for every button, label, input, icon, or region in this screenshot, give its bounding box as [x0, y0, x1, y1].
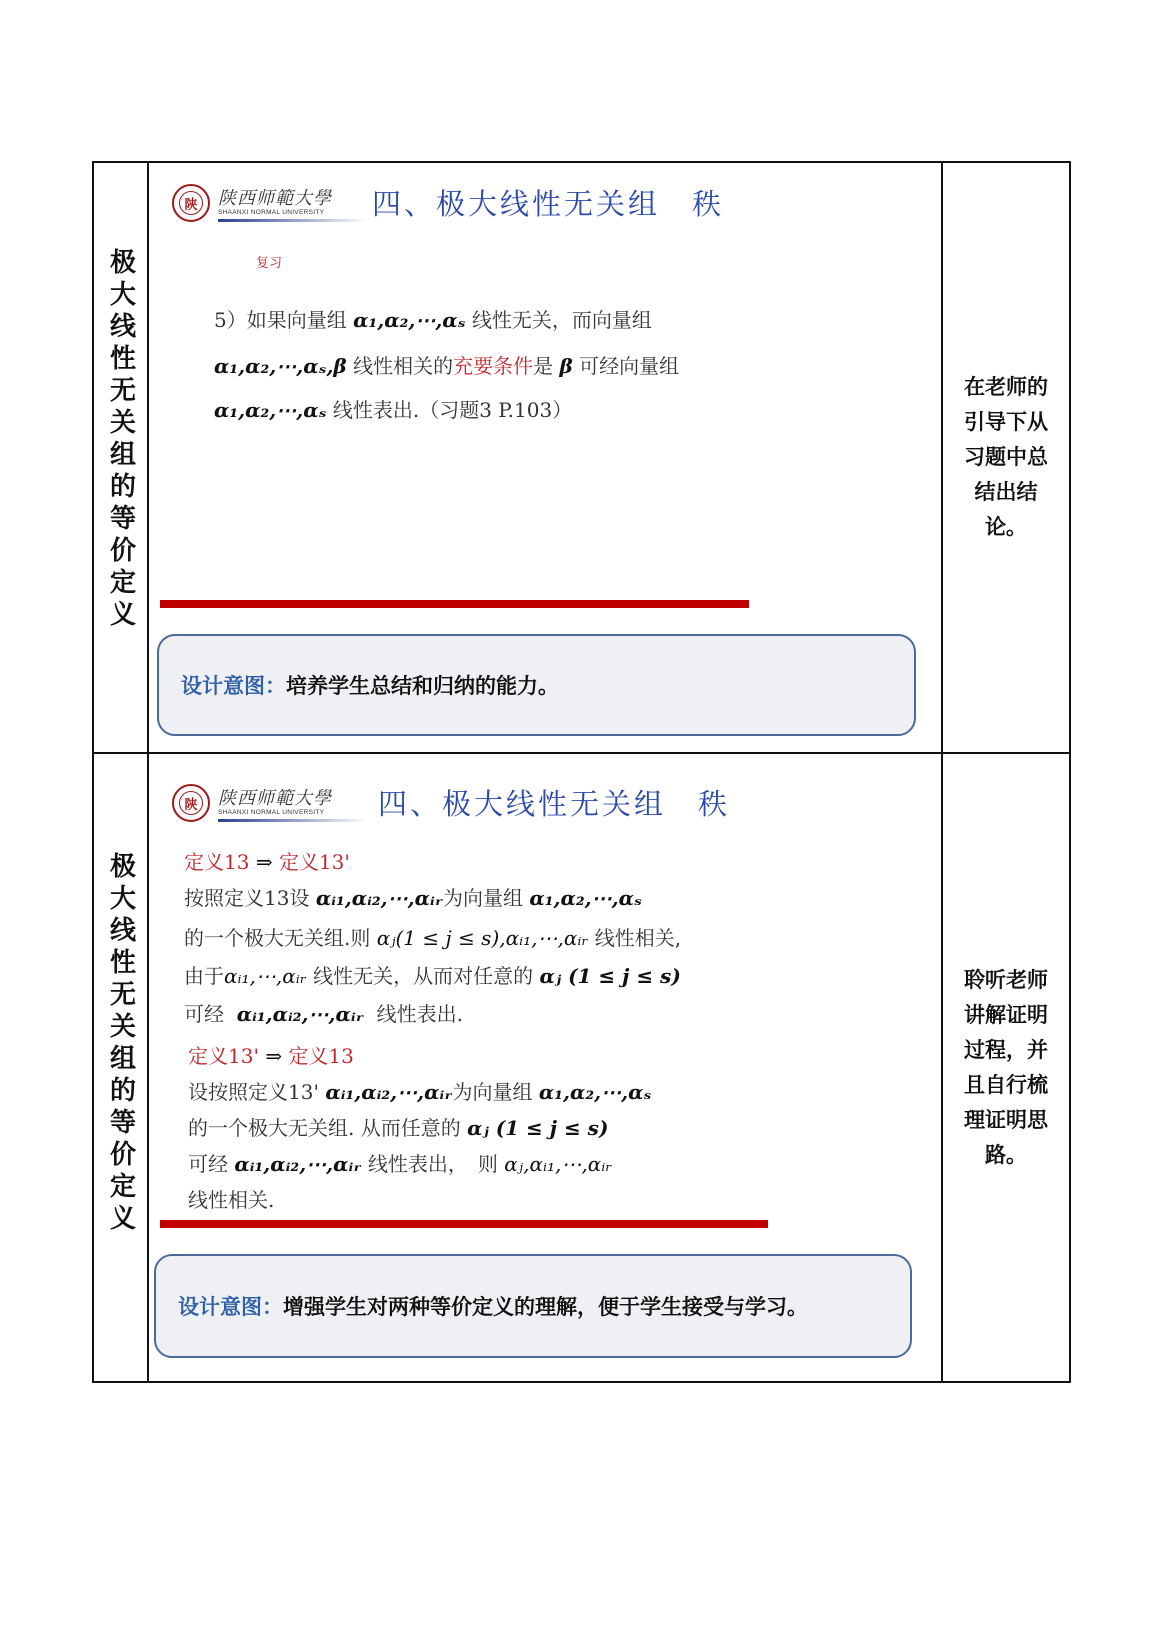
slide-title: 四、极大线性无关组 秩: [378, 787, 731, 821]
table-row-divider: [92, 752, 1071, 754]
slide-title: 四、极大线性无关组 秩: [372, 187, 725, 221]
row-2-note-cell: [943, 754, 1069, 1381]
table-border-bottom: [92, 1381, 1071, 1383]
row-2-topic-cell: [94, 852, 148, 1280]
proof-line-4: 可经 αᵢ₁,αᵢ₂,⋯,αᵢᵣ 线性表出.: [184, 1002, 464, 1026]
header-rule: [218, 219, 368, 222]
design-intent-box: [154, 1254, 912, 1358]
def-direction-2: 定义13' ⇒ 定义13: [188, 1044, 354, 1068]
table-border-top: [92, 161, 1071, 163]
row-1-slide: [152, 170, 940, 748]
university-name-en: SHAANXI NORMAL UNIVERSITY: [218, 809, 325, 816]
item-5-line-2: α₁,α₂,⋯,αₛ,β 线性相关的充要条件是 β 可经向量组: [214, 354, 680, 378]
condition-highlight: 充要条件: [453, 354, 534, 378]
proof-line-6: 的一个极大无关组. 从而任意的 αⱼ (1 ≤ j ≤ s): [188, 1116, 609, 1140]
university-name: 陕西师範大學: [218, 788, 332, 809]
slide-header: [172, 778, 912, 830]
proof-line-1: 按照定义13设 αᵢ₁,αᵢ₂,⋯,αᵢᵣ为向量组 α₁,α₂,⋯,αₛ: [184, 886, 642, 910]
design-intent-text: 增强学生对两种等价定义的理解，便于学生接受与学习。: [283, 1295, 808, 1319]
proof-line-7: 可经 αᵢ₁,αᵢ₂,⋯,αᵢᵣ 线性表出， 则 αⱼ,αᵢ₁,⋯,αᵢᵣ: [188, 1152, 613, 1176]
header-rule: [218, 819, 368, 822]
design-intent-box: [157, 634, 916, 736]
proof-line-5: 设按照定义13' αᵢ₁,αᵢ₂,⋯,αᵢᵣ为向量组 α₁,α₂,⋯,αₛ: [188, 1080, 652, 1104]
review-tag: 复习: [256, 256, 283, 271]
item-5-line-3: α₁,α₂,⋯,αₛ 线性表出.（习题3 P.103）: [214, 398, 573, 422]
table-border-right: [1069, 161, 1071, 1383]
row-1-topic-cell: [94, 248, 148, 668]
row-1-topic: 极大线性无关组的等价定义: [105, 248, 136, 632]
design-intent-label: 设计意图：: [181, 674, 286, 698]
proof-line-3: 由于αᵢ₁,⋯,αᵢᵣ 线性无关，从而对任意的 αⱼ (1 ≤ j ≤ s): [184, 964, 681, 988]
university-seal-icon: 陕: [172, 784, 210, 822]
row-2-note: 聆听老师讲解证明过程，并且自行梳理证明思路。: [964, 967, 1048, 1167]
row-1-note: 在老师的引导下从习题中总结出结论。: [964, 375, 1048, 539]
university-name-en: SHAANXI NORMAL UNIVERSITY: [218, 209, 325, 216]
university-seal-icon: 陕: [172, 184, 210, 222]
slide-header: [172, 178, 912, 230]
row-2-topic: 极大线性无关组的等价定义: [105, 852, 136, 1236]
row-2-slide: [152, 760, 940, 1378]
slide-accent-bar: [160, 1220, 768, 1228]
proof-line-8: 线性相关.: [188, 1188, 275, 1212]
row-1-note-cell: [943, 163, 1069, 752]
university-name: 陕西师範大學: [218, 188, 332, 209]
design-intent-text: 培养学生总结和归纳的能力。: [286, 674, 559, 698]
proof-line-2: 的一个极大无关组.则 αⱼ(1 ≤ j ≤ s),αᵢ₁,⋯,αᵢᵣ 线性相关,: [184, 926, 682, 950]
slide-accent-bar: [160, 600, 749, 608]
def-direction-1: 定义13 ⇒ 定义13': [184, 850, 350, 874]
design-intent-label: 设计意图：: [178, 1295, 283, 1319]
item-5-line-1: 5）如果向量组 α₁,α₂,⋯,αₛ 线性无关，而向量组: [214, 308, 652, 332]
